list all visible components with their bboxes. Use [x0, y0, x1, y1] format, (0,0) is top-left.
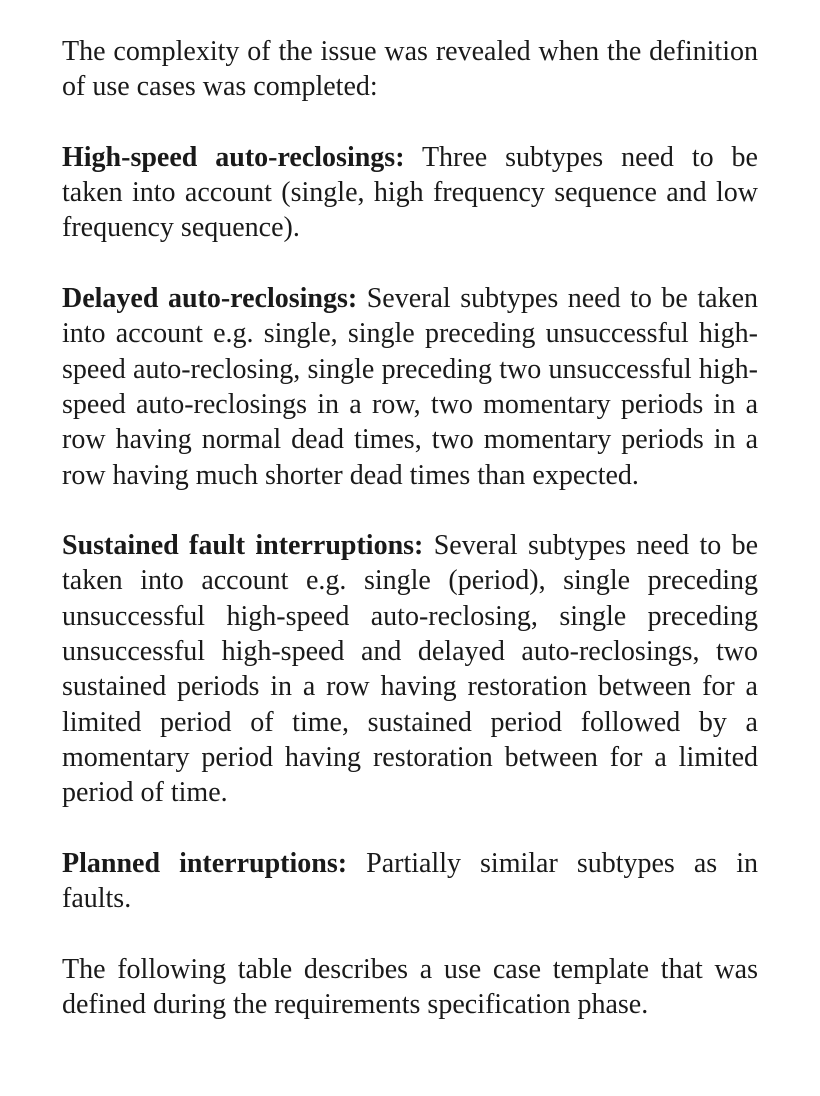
planned-paragraph [62, 846, 758, 917]
intro-text: The complexity of the issue was revealed when the definition of use cases was completed: [62, 36, 758, 103]
delayed-paragraph [62, 281, 758, 493]
delayed-heading: Delayed auto-reclosings: [62, 283, 358, 315]
sustained-heading: Sustained fault interruptions: [62, 530, 424, 562]
sustained-text: Several subtypes need to be taken into account e.g. single (period), single preceding unsuccessful high-speed auto-reclosing, single preceding unsuccessful high-speed and delayed auto-reclosings, two sustained periods in a row having restoration between for a limited period of time, sustained period followed by a momentary period having restoration between for a limited period of time. [62, 530, 759, 809]
planned-text: Partially similar subtypes as in faults. [62, 847, 759, 915]
sustained-paragraph [62, 528, 758, 810]
delayed-text: Several subtypes need to be taken into account e.g. single, single preceding unsuccessful high-speed auto-reclosing, single preceding two unsuccessful high-speed auto-reclosings in a row, two momentary periods in a row having normal dead times, two momentary periods in a row having much shorter dead times than expected. [62, 283, 759, 491]
outro-text: The following table describes a use case template that was defined during the requirements specification phase. [62, 953, 758, 1021]
planned-heading: Planned interruptions: [62, 847, 348, 879]
high-speed-heading: High-speed auto-reclosings: [62, 141, 405, 173]
intro-paragraph [62, 34, 758, 105]
high-speed-paragraph [62, 140, 758, 246]
high-speed-text: Three subtypes need to be taken into account (single, high frequency sequence and low frequency sequence). [62, 141, 758, 244]
outro-paragraph [62, 952, 758, 1023]
